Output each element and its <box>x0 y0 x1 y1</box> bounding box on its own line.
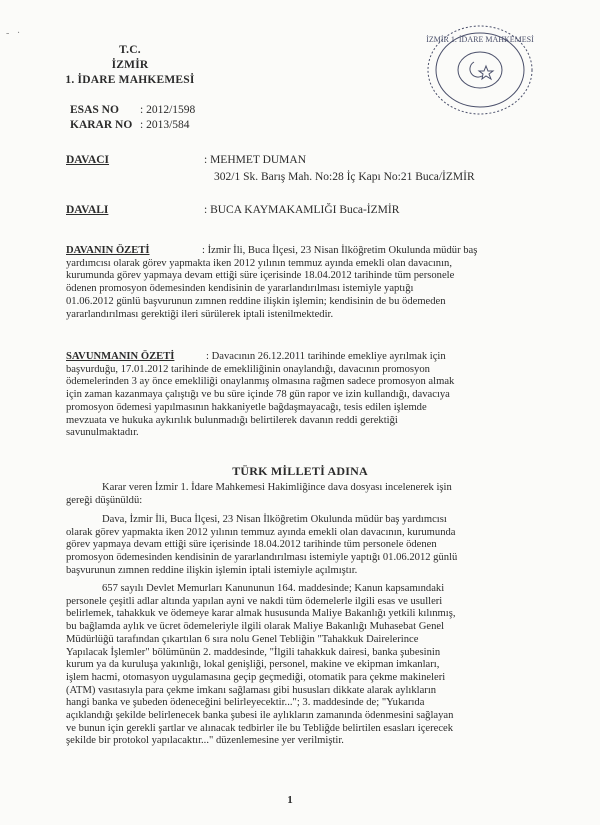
davaci-name: : MEHMET DUMAN <box>204 154 307 166</box>
dava-line-3: promosyon ödemesinden kendisinin de yararlandırılması istemiyle yaptığı 01.06.2012 günlü <box>66 552 458 564</box>
ozeti-line-1: yardımcısı olarak görev yapmakta iken 2012 yılının temmuz ayında emekli olan davacının, <box>66 257 452 269</box>
stamp-text: İZMİR 1. İDARE MAHKEMESİ <box>426 35 534 44</box>
savunma-line-4: promosyon ödemesi yapılmasının hakkaniyetle bağdaşmayacağı, tesis edilen işlemde <box>66 401 427 413</box>
law-line-5: Yapılacak İşlemler" bölümünün 2. maddesinde, "İlgili tahakkuk dairesi, banka şubesinin <box>66 646 441 658</box>
intro-section <box>66 482 534 507</box>
turk-milleti-title: TÜRK MİLLETİ ADINA <box>232 464 368 478</box>
savunma-line-3: için zaman kazanmaya çalıştığı ve bu süre içinde 78 gün rapor ve izin kullandığı, davacıya <box>66 389 450 401</box>
law-line-10: açıklandığı şekilde belirlenecek banka şubesi ile aylıkların zamanında ödenmesini sağlayan <box>66 710 454 722</box>
davanin-ozeti-section <box>66 245 534 321</box>
law-line-8: (ATM) vasıtasıyla para çekme imkanı sağlaması gibi hususları dikkate alarak aylıkların <box>66 684 437 696</box>
dava-line-0: Dava, İzmir İli, Buca İlçesi, 23 Nisan İlköğretim Okulunda müdür baş yardımcısı <box>102 514 447 525</box>
karar-label: KARAR NO <box>70 119 133 131</box>
page-number: 1 <box>287 794 293 806</box>
law-line-11: ve bunun için gerekli şartlar ve alınacak tedbirler ile bu Tebliğde belirtilen esasları içerecek <box>66 722 454 734</box>
law-line-2: belirlemek, tahakkuk ve ödemeye karar almak hususunda Maliye Bakanlığı yetkili kılınmış, <box>66 608 456 620</box>
ozeti-line-5: yararlandırılması gerektiği ileri sürülerek iptali istenilmektedir. <box>66 308 334 320</box>
law-line-6: kurum ya da kuruluşa yakınlığı, lokal genişliği, personel, makine ve ekipman imkanları, <box>66 659 440 671</box>
header-tc: T.C. <box>119 44 141 56</box>
dava-line-4: başvurunun zımnen reddine ilişkin işlemin iptali istemiyle açılmıştır. <box>66 564 358 576</box>
header-court: 1. İDARE MAHKEMESİ <box>65 74 195 86</box>
intro-line-0: Karar veren İzmir 1. İdare Mahkemesi Hakimliğince dava dosyası incelenerek işin <box>102 482 452 493</box>
savunma-line-5: mevzuata ve hukuka aykırılık bulunmadığı belirtilerek davanın reddi gerektiği <box>66 414 398 426</box>
dava-line-1: olarak görev yapmakta iken 2012 yılının temmuz ayında emekli olan davacının, kurumunda <box>66 526 456 538</box>
davaci-line <box>66 154 536 166</box>
savunma-line-0: SAVUNMANIN ÖZETİ : Davacının 26.12.2011 tarihinde emekliye ayrılmak için <box>66 351 446 362</box>
dava-section <box>66 514 534 578</box>
law-line-12: şekilde bir protokol yapılacaktır..." düzenlemesine yer verilmiştir. <box>66 735 344 747</box>
law-line-3: bu bağlamda aylık ve ücret ödemeleriyle ilgili olarak Maliye Bakanlığı Muhasebat Genel <box>66 621 445 633</box>
intro-line-1: gereği düşünüldü: <box>66 494 143 506</box>
law-line-4: Müdürlüğü tarafından çıkartılan 6 sıra nolu Genel Tebliğin "Tahakkuk Dairelerince <box>66 633 419 645</box>
ozeti-line-3: ödenen promosyon ödemesinden kendisinin de yararlandırılması istemiyle yaptığı <box>66 283 414 295</box>
karar-no <box>70 119 190 131</box>
ozeti-line-2: kurumunda görev yapmaya devam ettiği süre içerisinde 18.04.2012 tarihinde tüm personele <box>66 270 455 282</box>
savunma-line-2: ödemelerinden 3 ay önce emekliliği onaylanmış olmasına rağmen sadece promosyon almak <box>66 376 455 388</box>
header-city: İZMİR <box>111 59 149 71</box>
davaci-address: 302/1 Sk. Barış Mah. No:28 İç Kapı No:21 Buca/İZMİR <box>214 171 475 183</box>
court-seal-stamp <box>418 18 546 124</box>
dava-line-2: görev yapmaya devam ettiği süre içerisinde 18.04.2012 tarihinde tüm personele ödenen <box>66 539 437 551</box>
esas-no <box>70 104 195 116</box>
law-section <box>66 583 534 748</box>
esas-label: ESAS NO <box>70 104 119 116</box>
ozeti-line-0: DAVANIN ÖZETİ : İzmir İli, Buca İlçesi, 23 Nisan İlköğretim Okulunda müdür baş <box>66 245 478 256</box>
esas-value: : 2012/1598 <box>140 104 196 116</box>
savunma-line-6: savunulmaktadır. <box>66 427 139 439</box>
karar-value: : 2013/584 <box>140 119 190 131</box>
davali-line <box>66 204 536 216</box>
davali-label: DAVALI <box>66 204 109 216</box>
ozeti-line-4: 01.06.2012 günlü başvurunun zımnen reddine ilişkin işlemin; kendisinin de bu ödemeden <box>66 295 446 307</box>
law-line-1: personele çeşitli adlar altında yapılan ayni ve nakdi tüm ödemelerle ilgili esas ve usulleri <box>66 595 443 607</box>
davaci-label: DAVACI <box>66 154 110 166</box>
law-line-9: hangi banka ve şubeden ödeneceğini belirleyecektir..."; 3. maddesinde de; "Yukarıda <box>66 697 425 709</box>
scan-mark: - · <box>6 28 21 39</box>
savunmanin-ozeti-section <box>66 351 534 440</box>
davanin-ozeti-label: DAVANIN ÖZETİ <box>66 245 150 256</box>
savunma-line-1: başvurduğu, 17.01.2012 tarihinde de emekliliğinin onaylandığı, davacının promosyon <box>66 363 430 375</box>
savunmanin-ozeti-label: SAVUNMANIN ÖZETİ <box>66 351 175 362</box>
law-line-0: 657 sayılı Devlet Memurları Kanununun 164. maddesinde; Kanun kapsamındaki <box>102 583 445 594</box>
law-line-7: işlem hacmi, otomasyon uygulamasına geçip geçmediği, otomatik para çekme makineleri <box>66 671 446 683</box>
davali-name: : BUCA KAYMAKAMLIĞI Buca-İZMİR <box>204 204 400 216</box>
